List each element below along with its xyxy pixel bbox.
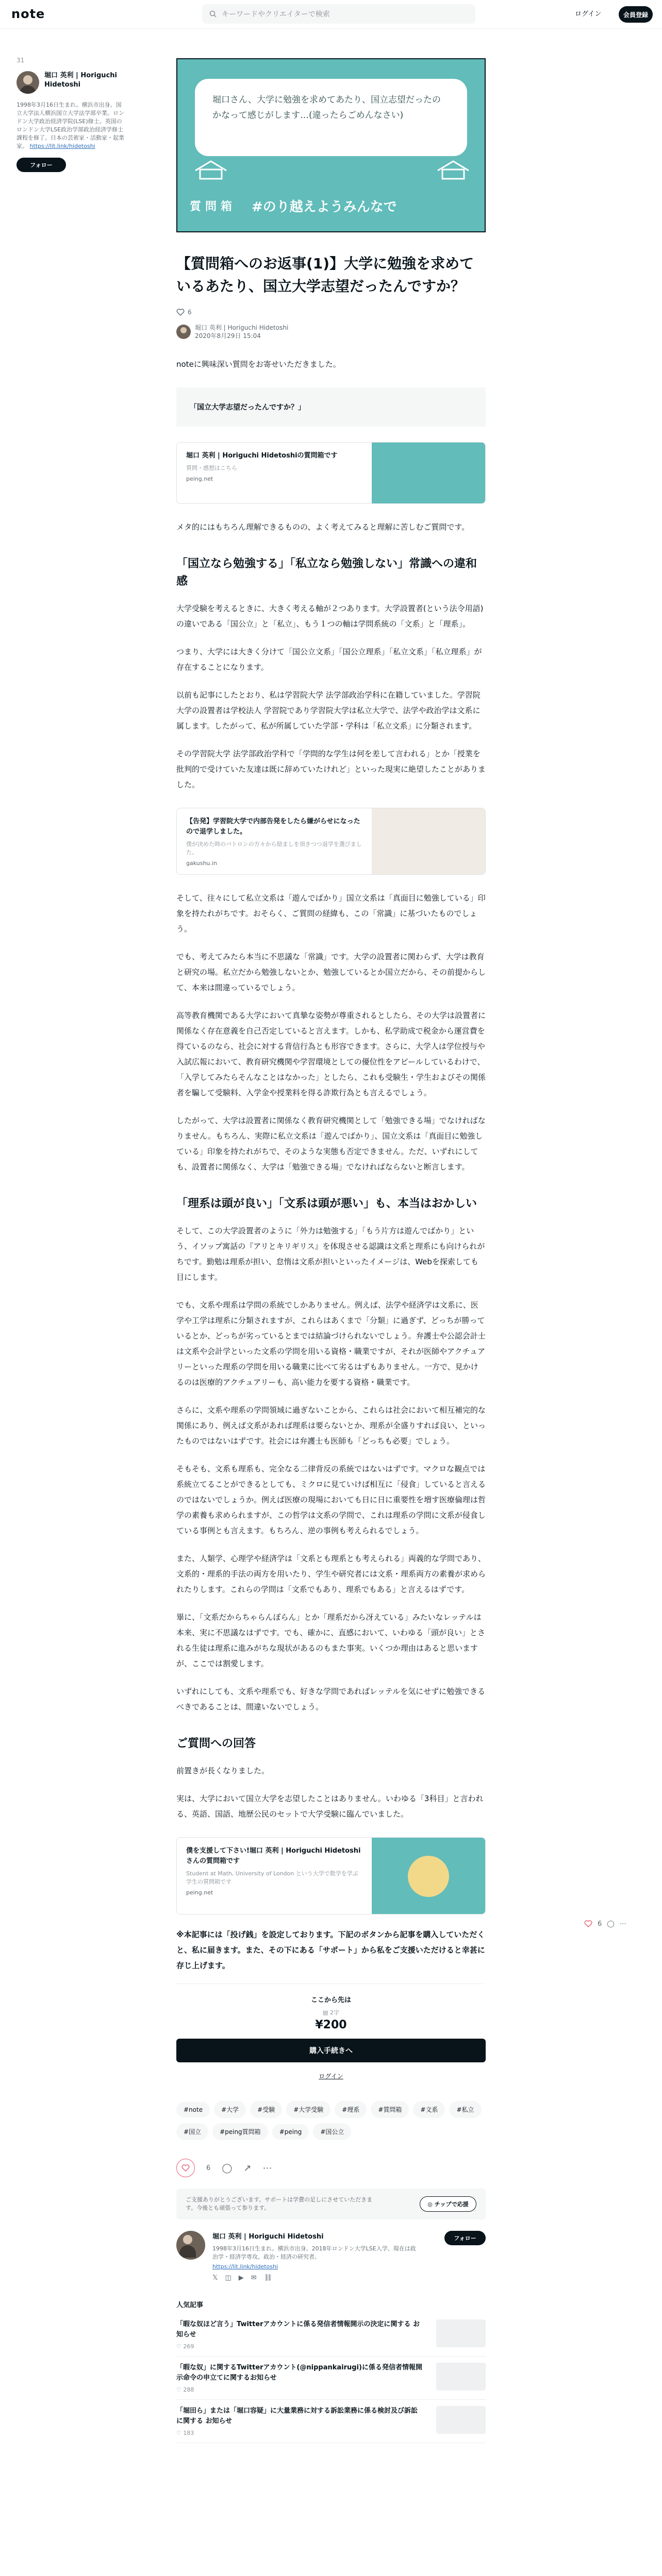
like-count: 6 xyxy=(206,2164,211,2172)
section-heading: 「理系は頭が良い」「文系は頭が悪い」も、本当はおかしい xyxy=(176,1197,477,1210)
tag-chip[interactable]: #peing質問箱 xyxy=(212,2123,268,2140)
author-card xyxy=(176,2231,486,2282)
paragraph: また、人類学、心理学や経済学は「文系とも理系とも考えられる」両義的な学問であり、文系的・理系的手法の両方を用いたり、学生や研究者には文系・理系両方の素養が求められたりします。これらの学問は「文系でもあり、理系でもある」と言えるはずです。 xyxy=(176,1554,486,1594)
note-logo[interactable]: note xyxy=(11,7,45,21)
tag-chip[interactable]: #文系 xyxy=(413,2101,445,2118)
heart-icon xyxy=(181,2164,190,2172)
paragraph: さらに、文系や理系の学問領域に過ぎないことから、これらは社会において相互補完的な関係にあり、例えば文系があれば理系は要らないとか、理系が全盛りすれば良い、といったものではないはずです。社会には弁護士も医師も「どっちも必要」でしょう。 xyxy=(176,1405,486,1446)
card-subtitle: Student at Math, University of London という大学で数学を学ぶ学生の質問箱です xyxy=(186,1870,358,1885)
card-title: 【告発】学習院大学で内部告発をしたら嫌がらせになったので退学しました。 xyxy=(186,818,360,836)
paragraph: でも、考えてみたら本当に不思議な「常識」です。大学の設置者に関わらず、大学は教育と研究の場。私立だから勉強しないとか、勉強しているとか国立だから、その前提からして、本来は間違っているでしょう。 xyxy=(176,952,486,992)
tag-chip[interactable]: #note xyxy=(176,2102,210,2117)
paragraph: そして、往々にして私立文系は「遊んでばかり」国立文系は「真面目に勉強している」印象を持たれがちです。おそらく、ご質問の経緯も、この「常識」に基づいたものでしょう。 xyxy=(176,893,486,934)
paragraph: でも、文系や理系は学問の系統でしかありません。例えば、法学や経済学は文系に、医学や工学は理系に分類されますが、これらはあくまで「分類」に過ぎず、どっちが勝っているとか、どっちが劣っているとまでは結論づけられないでしょう。弁護士や公認会計士は文系や会計学といった文系の学問を用いる資格・職業ですが、それが医師やアクチュアリーといった理系の学問を用いる職業に比べて劣るはずもありません。一方で、見かけるのは医療的アクチュアリーも、高い能力を要する資格・職業です。 xyxy=(176,1300,486,1387)
popular-item[interactable] xyxy=(176,2400,486,2443)
search-icon xyxy=(209,10,217,18)
popular-thumbnail xyxy=(436,2363,486,2391)
card-title: 堀口 英利 | Horiguchi Hidetoshiの質問箱です xyxy=(186,452,338,460)
tag-chip[interactable]: #理系 xyxy=(335,2101,367,2118)
creator-sidebar xyxy=(16,57,125,172)
tag-chip[interactable]: #国立 xyxy=(176,2123,208,2140)
price: ¥200 xyxy=(315,2019,347,2031)
paragraph: noteに興味深い質問をお寄せいただきました。 xyxy=(176,360,341,369)
support-box xyxy=(176,2189,486,2219)
tag-chip[interactable]: #大学 xyxy=(214,2101,246,2118)
floating-actions xyxy=(584,1920,626,1928)
hero-caption-left: 質問箱 xyxy=(190,200,237,213)
popular-thumbnail xyxy=(436,2406,486,2434)
tag-chip[interactable]: #私立 xyxy=(449,2101,481,2118)
card-thumbnail xyxy=(372,1838,485,1914)
tag-chip[interactable]: #受験 xyxy=(250,2101,282,2118)
article-body xyxy=(176,357,486,2443)
popular-item[interactable] xyxy=(176,2313,486,2357)
card-subtitle: 僕が決めた時のパトロンの方々から励ましを頂きつつ退学を選びました。 xyxy=(186,841,362,856)
instagram-icon[interactable]: ◫ xyxy=(225,2274,231,2282)
section-heading: 「国立なら勉強する」「私立なら勉強しない」常識への違和感 xyxy=(176,557,477,588)
link-icon[interactable]: ⛓ xyxy=(263,2274,273,2282)
popular-thumbnail xyxy=(436,2319,486,2347)
creator-link[interactable]: https://lit.link/hidetoshi xyxy=(29,143,95,149)
blockquote: 「国立大学志望だったんですか？」 xyxy=(176,387,486,427)
paragraph: 前置きが長くなりました。 xyxy=(176,1766,270,1775)
support-text: ご支援ありがとうございます。サポートは学費の足しにさせていただきます。今後とも頑張って参ります。 xyxy=(186,2196,373,2211)
search-placeholder: キーワードやクリエイターで検索 xyxy=(222,10,330,19)
tag-chip[interactable]: #大学受験 xyxy=(286,2101,330,2118)
hero-caption-right: #のり越えようみんなで xyxy=(252,199,397,215)
popular-item[interactable] xyxy=(176,2357,486,2400)
heart-icon: ♡ xyxy=(176,2343,181,2350)
card-thumbnail xyxy=(372,808,485,874)
comment-icon[interactable]: ◯ xyxy=(222,2162,233,2174)
article-title: 【質問箱へのお返事(1)】大学に勉強を求めているあたり、国立大学志望だったんですか？ xyxy=(176,255,474,295)
popular-title: 「暇な奴」に関するTwitterアカウント(@nippankairugi)に係る発信者情報開示命令の申立てに関するお知らせ xyxy=(176,2364,422,2382)
avatar[interactable] xyxy=(16,71,39,94)
paywall-more: ここから先は xyxy=(310,1996,351,2004)
avatar[interactable] xyxy=(176,2231,205,2260)
card-url: gakushu.in xyxy=(186,860,217,867)
like-count[interactable]: 6 xyxy=(176,308,486,316)
heart-icon xyxy=(176,308,185,316)
card-title: 僕を支援して下さい!堀口 英利 | Horiguchi Hidetoshiさんの質問箱です xyxy=(186,1847,361,1865)
youtube-icon[interactable]: ▶ xyxy=(238,2274,244,2282)
tag-chip[interactable]: #peing xyxy=(272,2124,309,2140)
author-follow-button[interactable]: フォロー xyxy=(444,2231,486,2245)
heart-icon[interactable] xyxy=(584,1920,592,1928)
link-card[interactable] xyxy=(176,1837,486,1914)
more-icon[interactable]: ⋯ xyxy=(262,2162,272,2174)
paragraph: そもそも、文系も理系も、完全なる二律背反の系統ではないはずです。マクロな観点では系統立てることができるとしても、ミクロに見ていけば相互に「侵食」していると言えるのではないでしょうか。例えば医療の現場においても日に日に重要性を増す医療倫理は哲学の素養も求められますが、この哲学は文系の学問で、これは理系の学問に文系が侵食している事例とも言えます。もちろん、逆の事例も考えられるでしょう。 xyxy=(176,1464,486,1535)
popular-title: 「堀田ら」または「堀口容疑」に大量業務に対する訴訟業務に係る検討及び訴訟に関する お知らせ xyxy=(176,2407,418,2425)
author-avatar[interactable] xyxy=(176,325,191,339)
publish-date: 2020年8月29日 15:04 xyxy=(195,332,261,340)
search-box[interactable] xyxy=(202,4,475,24)
section-heading: ご質問への回答 xyxy=(176,1737,256,1750)
heart-icon: ♡ xyxy=(176,2386,181,2393)
hero-question-text: 堀口さん、大学に勉強を求めてあたり、国立志望だったのかなって感じがします…(違ったらごめんなさい) xyxy=(195,79,467,156)
coin-icon: ◎ xyxy=(427,2200,433,2208)
popular-likes: ♡ 288 xyxy=(176,2386,194,2393)
paragraph: 実は、大学において国立大学を志望したことはありません。いわゆる「3科目」と言われる、英語、国語、地歴公民のセットで大学受験に臨んでいました。 xyxy=(176,1794,484,1819)
like-button[interactable] xyxy=(176,2159,195,2177)
tag-chip[interactable]: #国公立 xyxy=(313,2123,351,2140)
mail-icon[interactable]: ✉ xyxy=(251,2274,257,2282)
author-card-name[interactable]: 堀口 英利 | Horiguchi Hidetoshi xyxy=(212,2233,324,2241)
header-image xyxy=(176,58,486,232)
paragraph: 大学受験を考えるときに、大きく考える軸が２つあります。大学設置者(という法令用語)の違いである「国公立」と「私立」、もう１つの軸は学問系統の「文系」と「理系」。 xyxy=(176,604,484,629)
site-header xyxy=(0,0,662,29)
paragraph: そして、この大学設置者のように「外力は勉強する」「もう片方は遊んでばかり」という、イソップ寓話の『アリとキリギリス』を体現させる認識は文系と理系にも向けられがちです。勤勉は理系が担い、怠惰は文系が担いといったイメージは、Webを探索しても目にします。 xyxy=(176,1226,485,1282)
paragraph: 畢に、「文系だからちゃらんぽらん」とか「理系だから冴えている」みたいなレッテルは本来、実に不思議なはずです。でも、確かに、直感において、いわゆる「頭が良い」とされる生徒は理系に進みがちな現状があるのもまた事実。いくつか理由はあると思いますが、ここでは割愛します。 xyxy=(176,1613,485,1668)
magazine-count: 31 xyxy=(16,57,25,64)
tag-chip[interactable]: #質問箱 xyxy=(371,2101,409,2118)
popular-likes: ♡ 269 xyxy=(176,2343,194,2350)
card-subtitle: 質問・感想はこちら xyxy=(186,465,237,471)
more-icon[interactable]: ⋯ xyxy=(619,1920,626,1928)
twitter-icon[interactable]: 𝕏 xyxy=(212,2274,218,2282)
paragraph: 高等教育機関である大学において真摯な姿勢が尊重されるとしたら、その大学は設置者に関係なく存在意義を自己否定していると言えます。しかも、私学助成で税金から運営費を得ているのなら、社会に対する背信行為とも形容できます。さらに、大学人は学位授与や入試広報において、教育研究機関や学習環境としての優位性をアピールしているわけで、「入学してみたらそんなことはなかった」としたら、これも受験生・学生およびその関係者を騙して受験料、入学金や授業料を得る詐欺行為とも言えるでしょう。 xyxy=(176,1011,486,1097)
comment-icon[interactable]: ◯ xyxy=(607,1920,615,1928)
creator-name[interactable]: 堀口 英利 | Horiguchi Hidetoshi xyxy=(44,72,117,89)
article xyxy=(176,252,486,340)
signup-button[interactable]: 会員登録 xyxy=(619,6,653,23)
paragraph: メタ的にはもちろん理解できるものの、よく考えてみると理解に苦しむご質問です。 xyxy=(176,522,470,532)
paragraph: その学習院大学 法学部政治学科で「学問的な学生は何を差して言われる」とか「授業を批判的で受けていた友達は既に辞めていたけれど」といった現実に絶望したことがありました。 xyxy=(176,749,486,789)
author-card-bio: 1998年3月16日生まれ。横浜市出身。2018年ロンドン大学LSE入学、現在は政治学・経済学専攻。政治・経済の研究者。 xyxy=(212,2245,416,2260)
popular-title: 「暇な奴ほど言う」Twitterアカウントに係る発信者情報開示の決定に関する お知らせ xyxy=(176,2320,420,2338)
share-icon[interactable]: ↗ xyxy=(243,2162,252,2174)
floating-like-count: 6 xyxy=(598,1920,602,1928)
tip-button[interactable]: ◎ チップで応援 xyxy=(420,2196,476,2212)
paragraph: つまり、大学には大きく分けて「国公立文系」「国公立理系」「私立文系」「私立理系」が存在することになります。 xyxy=(176,647,482,672)
paywall-note: ※本記事には「投げ銭」を設定しております。下記のボタンから記事を購入していただくと、私に届きます。また、その下にある「サポート」から私をご支援いただけると幸甚に存じ上げます。 xyxy=(176,1930,485,1970)
document-icon: ▤ xyxy=(323,2009,328,2016)
login-link[interactable]: ログイン xyxy=(319,2073,343,2080)
popular-likes: ♡ 183 xyxy=(176,2430,194,2436)
link-card[interactable] xyxy=(176,442,486,504)
house-icon xyxy=(435,159,471,180)
creator-bio: 1998年3月16日生まれ。横浜市出身。国立大学法人横浜国立大学法学部卒業。ロンドン大学政治経済学院(LSE)修士。英国のロンドン大学LSE政治学部政治経済学修士課程を修了。日本の芸術家・活動家・起業家。 https://lit.link/hidetoshi xyxy=(16,101,124,149)
paragraph: いずれにしても、文系や理系でも、好きな学問であればレッテルを気にせずに勉強できるべきであることは、間違いないでしょう。 xyxy=(176,1687,486,1711)
card-url: peing.net xyxy=(186,1889,213,1896)
popular-articles xyxy=(176,2299,486,2443)
paragraph: 以前も記事にしたとおり、私は学習院大学 法学部政治学科に在籍していました。学習院大学の設置者は学校法人 学習院であり学習院大学は私立大学で、法学や政治学は文系に属します。したがって、私が所属していた学部・学科は「私立文系」に分類されます。 xyxy=(176,690,481,731)
card-url: peing.net xyxy=(186,476,213,482)
house-icon xyxy=(193,159,229,180)
heart-icon: ♡ xyxy=(176,2430,181,2436)
buy-button[interactable]: 購入手続きへ xyxy=(176,2039,486,2062)
popular-heading: 人気記事 xyxy=(176,2301,204,2309)
follow-button[interactable]: フォロー xyxy=(16,158,66,172)
author-card-link[interactable]: https://lit.link/hidetoshi xyxy=(212,2263,278,2270)
paywall xyxy=(176,1984,486,2080)
login-link[interactable]: ログイン xyxy=(575,10,602,18)
paragraph: したがって、大学は設置者に関係なく教育研究機関として「勉強できる場」でなければなりません。もちろん、実際に私立文系は「遊んでばかり」、国立文系は「真面目に勉強している」印象を持たれがちで、そのような実態も否定できません。ただ、いずれにしても、設置者に関係なく、大学は「勉強できる場」でなければならないと断言します。 xyxy=(176,1116,486,1172)
tag-list xyxy=(176,2101,486,2145)
action-bar xyxy=(176,2159,486,2177)
card-thumbnail xyxy=(372,443,485,503)
link-card[interactable] xyxy=(176,808,486,875)
author-name[interactable]: 堀口 英利 | Horiguchi Hidetoshi xyxy=(195,324,289,331)
char-count: ▤ 2字 xyxy=(323,2009,339,2016)
